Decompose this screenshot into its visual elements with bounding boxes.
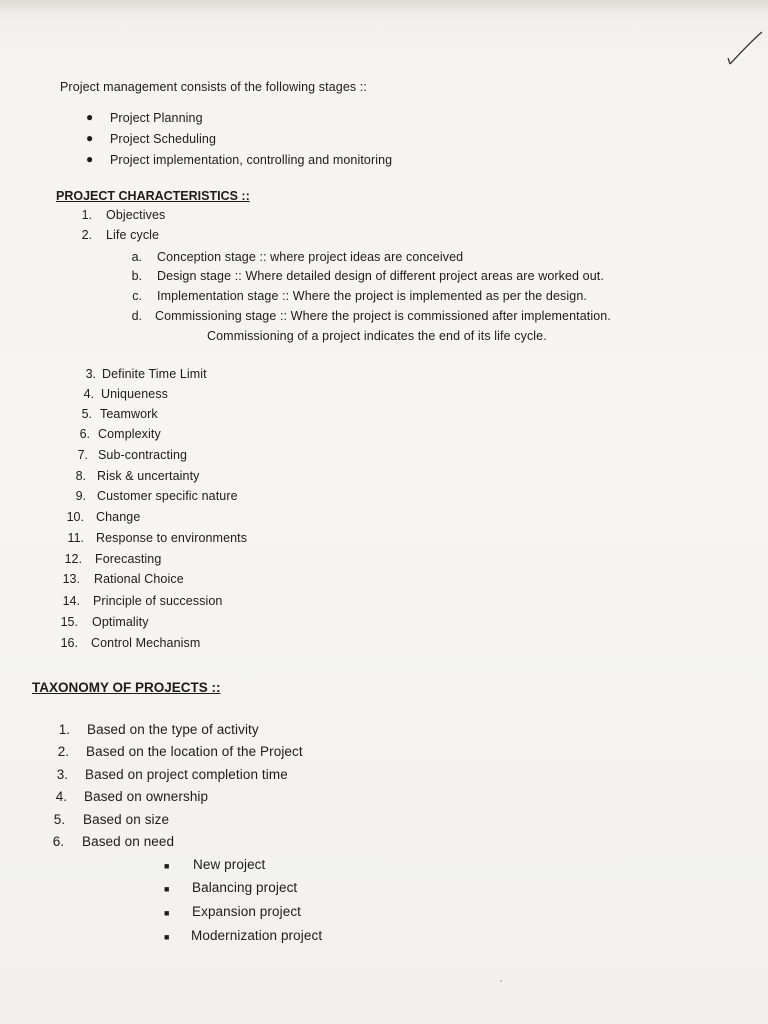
list-item: Complexity: [98, 427, 161, 441]
list-letter: c.: [132, 289, 142, 303]
stage-item: Project Scheduling: [110, 132, 217, 146]
list-letter: a.: [131, 250, 142, 264]
list-number: 15.: [60, 615, 78, 629]
stage-item: Project implementation, controlling and monitoring: [110, 153, 393, 167]
list-item: Expansion project: [192, 904, 302, 919]
bullet-square: ■: [164, 908, 170, 918]
bullet-square: ■: [164, 884, 170, 894]
list-item: Modernization project: [191, 928, 323, 943]
list-item: Design stage :: Where detailed design of different project areas are worked out.: [157, 269, 604, 283]
life-cycle-note: Commissioning of a project indicates the end of its life cycle.: [207, 329, 547, 343]
list-number: 7.: [77, 448, 88, 462]
list-item: Teamwork: [100, 407, 158, 421]
list-number: 14.: [62, 594, 80, 608]
list-number: 12.: [64, 552, 82, 566]
list-item: Implementation stage :: Where the project is implemented as per the design.: [157, 289, 587, 303]
bullet-square: ■: [164, 861, 170, 871]
list-item: Change: [96, 510, 141, 524]
bullet-dot: ●: [86, 110, 94, 124]
stage-item: Project Planning: [110, 111, 203, 125]
list-item: Balancing project: [192, 880, 298, 895]
list-item: Life cycle: [106, 228, 160, 242]
list-letter: b.: [131, 269, 142, 283]
list-item: Based on the location of the Project: [86, 744, 303, 759]
list-number: 6.: [79, 427, 90, 441]
list-number: 3.: [85, 367, 96, 381]
list-item: Based on size: [83, 812, 170, 827]
list-number: 11.: [67, 531, 84, 545]
list-letter: d.: [131, 309, 142, 323]
list-number: 9.: [75, 489, 86, 503]
list-item: Based on project completion time: [85, 767, 288, 782]
list-number: 2.: [57, 744, 69, 759]
bullet-dot: ●: [86, 131, 94, 145]
characteristics-heading: PROJECT CHARACTERISTICS ::: [56, 189, 250, 203]
list-item: Control Mechanism: [91, 636, 201, 650]
list-number: 10.: [66, 510, 84, 524]
list-number: 5.: [81, 407, 92, 421]
list-item: Risk & uncertainty: [97, 469, 200, 483]
list-number: 6.: [52, 834, 64, 849]
list-number: 3.: [56, 767, 68, 782]
list-item: Based on the type of activity: [87, 722, 259, 737]
list-item: Rational Choice: [94, 572, 184, 586]
taxonomy-heading: TAXONOMY OF PROJECTS ::: [32, 680, 221, 695]
list-number: 1.: [58, 722, 70, 737]
pen-tick-mark: [726, 28, 766, 68]
list-number: 16.: [60, 636, 78, 650]
list-item: Based on ownership: [84, 789, 209, 804]
list-item: Conception stage :: where project ideas are conceived: [157, 250, 464, 264]
list-item: Commissioning stage :: Where the project is commissioned after implementation.: [155, 309, 611, 323]
list-number: 1.: [81, 208, 92, 222]
list-number: 2.: [81, 228, 92, 242]
list-item: Customer specific nature: [97, 489, 238, 503]
list-item: Optimality: [92, 615, 149, 629]
list-item: Definite Time Limit: [102, 367, 207, 381]
list-item: Based on need: [82, 834, 175, 849]
list-number: 13.: [62, 572, 80, 586]
bullet-dot: ●: [86, 152, 94, 166]
list-number: 4.: [83, 387, 94, 401]
list-item: New project: [193, 857, 266, 872]
page-top-shadow: [0, 0, 768, 14]
list-number: 4.: [55, 789, 67, 804]
bullet-square: ■: [164, 932, 170, 942]
list-item: Forecasting: [95, 552, 162, 566]
list-number: 5.: [53, 812, 65, 827]
list-item: Sub-contracting: [98, 448, 188, 462]
paper-speck: [500, 980, 502, 982]
list-item: Response to environments: [96, 531, 248, 545]
intro-text: Project management consists of the following stages ::: [60, 80, 367, 94]
list-number: 8.: [75, 469, 86, 483]
list-item: Objectives: [106, 208, 166, 222]
list-item: Principle of succession: [93, 594, 223, 608]
list-item: Uniqueness: [101, 387, 169, 401]
